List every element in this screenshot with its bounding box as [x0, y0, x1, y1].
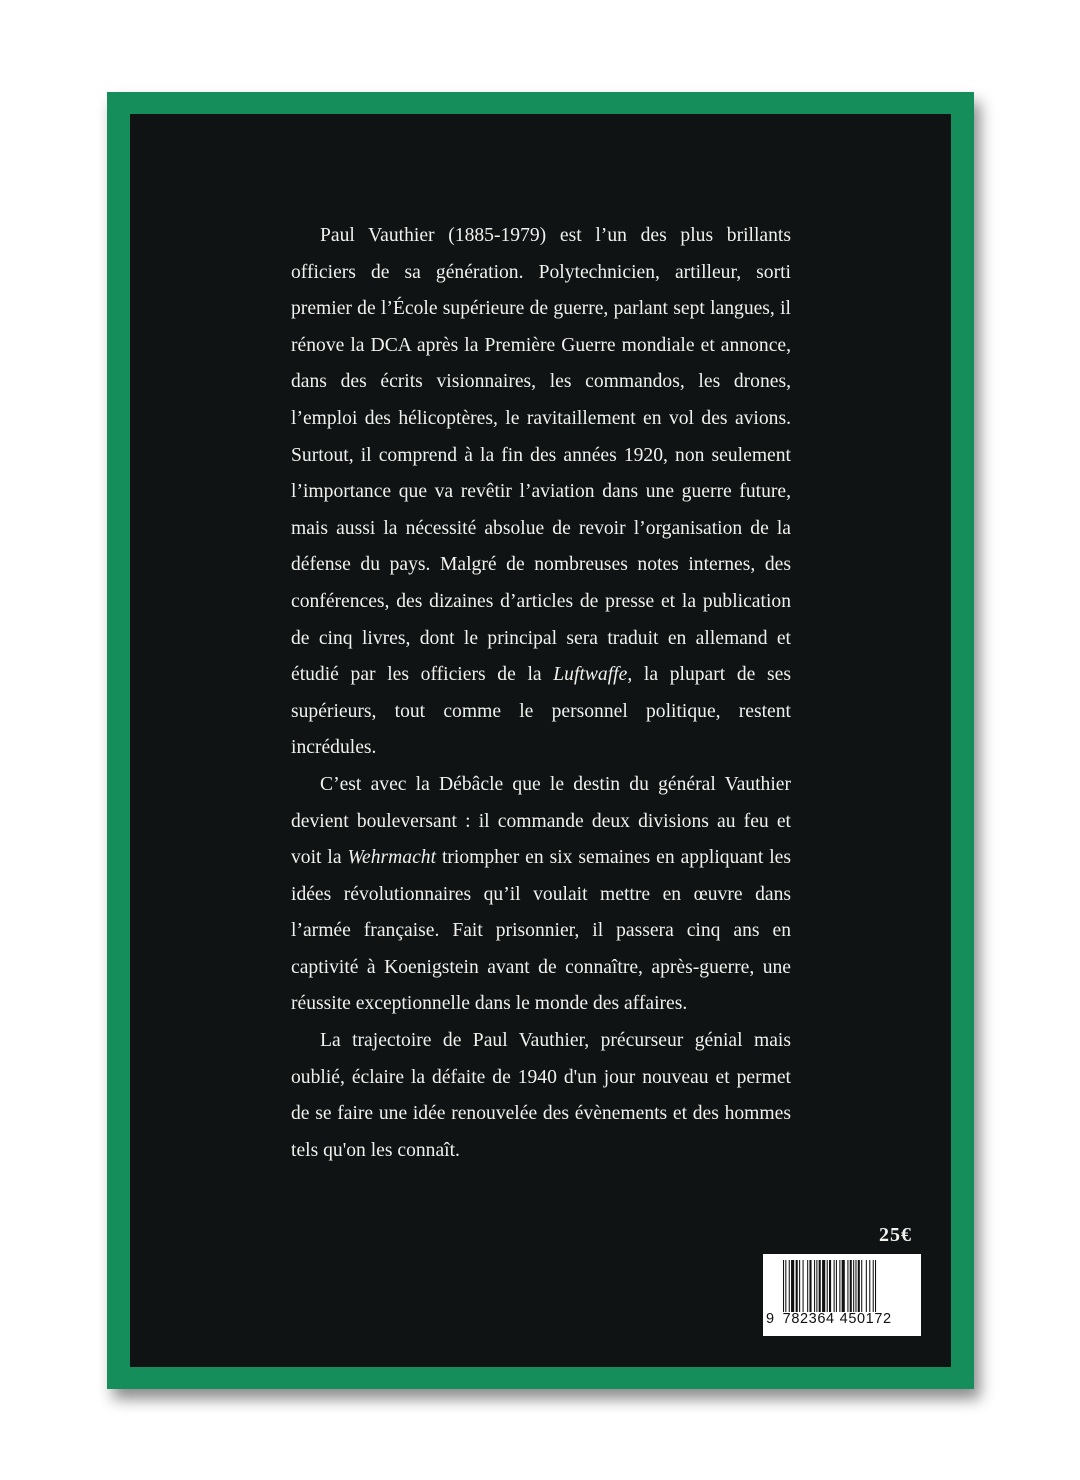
barcode-bar	[789, 1260, 790, 1312]
barcode-bar	[855, 1260, 856, 1312]
barcode-bar	[834, 1260, 835, 1312]
blurb-paragraph-1-text-a: Paul Vauthier (1885-1979) est l’un des plus brillants officiers de sa génération. Polytechnicien, artilleur, sorti premier de l’École supérieure de guerre, parlant sept langues, il rénove la DCA après la Première Guerre mondiale et annonce, dans des écrits visionnaires, les commandos, les drones, l’emploi des hélicoptères, le ravitaillement en vol des avions. Surtout, il comprend à la fin des années 1920, non seulement l’importance que va revêtir l’aviation dans une guerre future, mais aussi la nécessité absolue de revoir l’organisation de la défense du pays. Malgré de nombreuses notes internes, des conférences, des dizaines d’articles de presse et la publication de cinq livres, dont le principal sera traduit en allemand et étudié par les officiers de la	[291, 225, 791, 686]
isbn-barcode	[763, 1254, 921, 1336]
barcode-digit-first: 9	[766, 1311, 775, 1327]
barcode-bar	[819, 1260, 821, 1312]
barcode-digits	[766, 1311, 918, 1327]
blurb-italic-luftwaffe: Luftwaffe	[553, 664, 628, 686]
barcode-bar	[816, 1260, 817, 1312]
price-label: 25€	[879, 1224, 912, 1246]
blurb-paragraph-1	[291, 218, 791, 767]
barcode-bar	[858, 1260, 860, 1312]
barcode-bar	[803, 1260, 804, 1312]
blurb-paragraph-2-text-b: triompher en six semaines en appliquant les idées révolutionnaires qu’il voulait mettre en œuvre dans l’armée française. Fait prisonnier, il passera cinq ans en captivité à Koenigstein avant de connaître, après-guerre, une réussite exceptionnelle dans le monde des affaires.	[291, 847, 791, 1015]
barcode-bar	[869, 1260, 870, 1312]
barcode-bar	[873, 1260, 874, 1312]
barcode-bar	[822, 1260, 825, 1312]
barcode-bar	[853, 1260, 854, 1312]
blurb-paragraph-2-text-a: C’est avec la Débâcle que le destin du général Vauthier devient bouleversant : il commande deux divisions au feu et voit la	[291, 773, 791, 869]
blurb-italic-wehrmacht: Wehrmacht	[347, 847, 437, 869]
barcode-digits-left: 782364	[782, 1311, 835, 1327]
barcode-bar	[799, 1260, 800, 1312]
blurb-text	[291, 218, 791, 1169]
barcode-bar	[866, 1260, 867, 1312]
barcode-bar	[791, 1260, 794, 1312]
barcode-bar	[861, 1260, 862, 1312]
barcode-bar	[875, 1260, 876, 1312]
barcode-bar	[809, 1260, 811, 1312]
blurb-paragraph-1-text-b: , la plupart de ses supérieurs, tout comme le personnel politique, restent incrédules.	[291, 664, 792, 759]
barcode-bar	[827, 1260, 828, 1312]
barcode-bar	[842, 1260, 845, 1312]
book-back-cover	[107, 92, 974, 1389]
blurb-paragraph-2	[291, 767, 791, 1023]
blurb-paragraph-3: La trajectoire de Paul Vauthier, précurseur génial mais oublié, éclaire la défaite de 1940 d'un jour nouveau et permet de se faire une idée renouvelée des évènements et des hommes tels qu'on les connaît.	[291, 1030, 791, 1161]
barcode-bar	[785, 1260, 786, 1312]
barcode-bar	[836, 1260, 837, 1312]
barcode-bar	[829, 1260, 831, 1312]
barcode-bar	[783, 1260, 784, 1312]
barcode-bar	[796, 1260, 798, 1312]
cover-dark-panel	[130, 114, 951, 1367]
barcode-digits-right: 450172	[839, 1311, 892, 1327]
barcode-bar	[850, 1260, 852, 1312]
barcode-bars-graphic	[783, 1260, 915, 1312]
barcode-bar	[814, 1260, 815, 1312]
barcode-bar	[807, 1260, 808, 1312]
barcode-bar	[847, 1260, 848, 1312]
barcode-bar	[839, 1260, 840, 1312]
